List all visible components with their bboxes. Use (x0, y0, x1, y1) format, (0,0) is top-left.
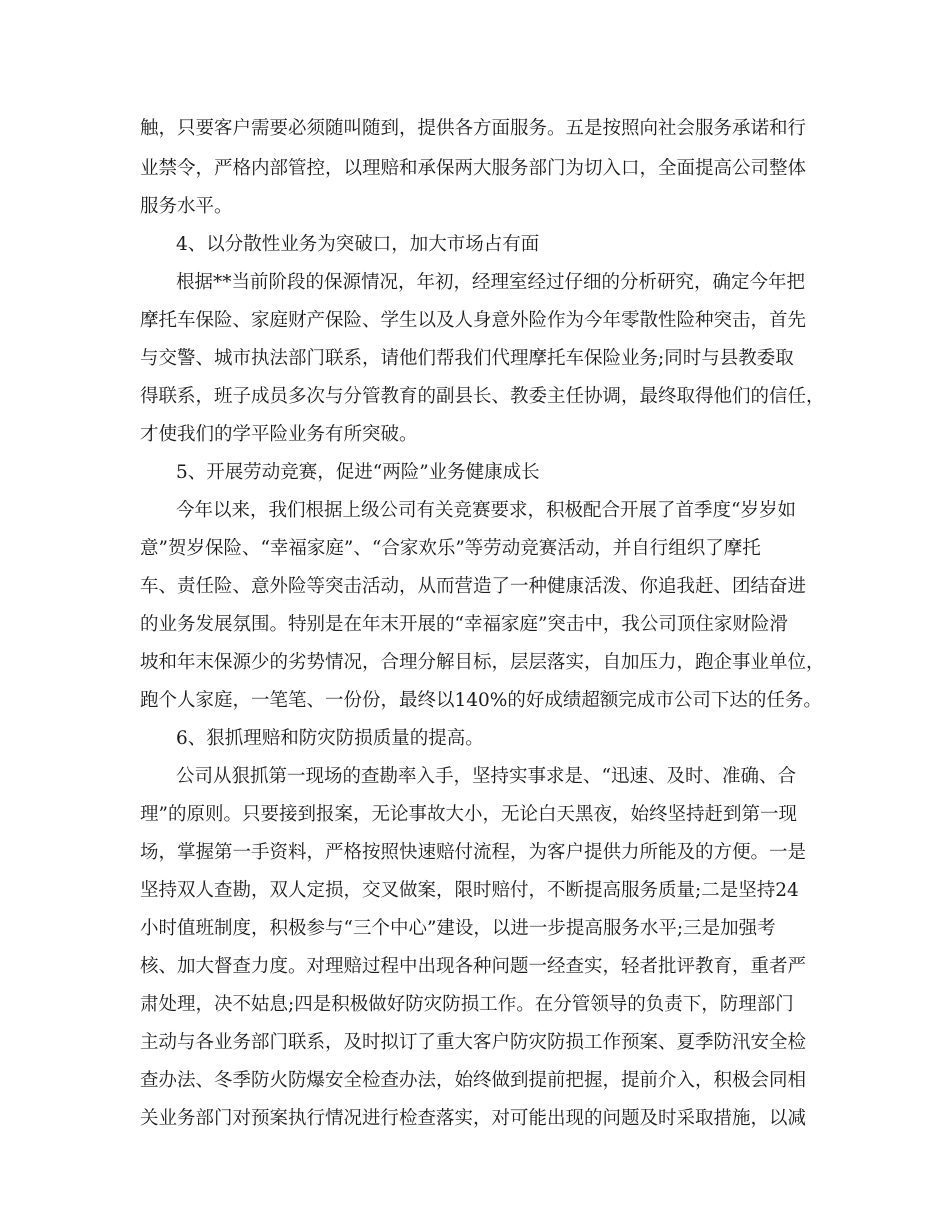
text-line: 根据**当前阶段的保源情况，年初，经理室经过仔细的分析研究，确定今年把 (176, 272, 806, 293)
text-line: 关业务部门对预案执行情况进行检查落实，对可能出现的问题及时采取措施，以减 (140, 1108, 807, 1129)
text-line: 的业务发展氛围。特别是在年末开展的“幸福家庭”突击中，我公司顶住家财险滑 (140, 614, 788, 635)
text-line: 服务水平。 (140, 196, 233, 217)
text-line: 肃处理，决不姑息;四是积极做好防灾防损工作。在分管领导的负责下，防理部门 (140, 994, 794, 1015)
section-heading: 5、开展劳动竞赛，促进“两险”业务健康成长 (176, 462, 540, 483)
text-line: 小时值班制度，积极参与“三个中心”建设，以进一步提高服务水平;三是加强考 (140, 918, 776, 939)
text-line: 场，掌握第一手资料，严格按照快速赔付流程，为客户提供力所能及的方便。一是 (140, 842, 807, 863)
text-line: 与交警、城市执法部门联系，请他们帮我们代理摩托车保险业务;同时与县教委取 (140, 348, 794, 369)
text-line: 理”的原则。只要接到报案，无论事故大小，无论白天黑夜，始终坚持赶到第一现 (140, 804, 797, 825)
text-line: 主动与各业务部门联系，及时拟订了重大客户防灾防损工作预案、夏季防汛安全检 (140, 1032, 807, 1053)
text-line: 业禁令，严格内部管控，以理赔和承保两大服务部门为切入口，全面提高公司整体 (140, 158, 807, 179)
section-heading: 6、狠抓理赔和防灾防损质量的提高。 (176, 728, 484, 749)
text-line: 公司从狠抓第一现场的查勘率入手，坚持实事求是、“迅速、及时、准确、合 (176, 766, 796, 787)
text-line: 今年以来，我们根据上级公司有关竞赛要求，积极配合开展了首季度“岁岁如 (176, 500, 796, 521)
text-line: 触，只要客户需要必须随叫随到，提供各方面服务。五是按照向社会服务承诺和行 (140, 118, 807, 139)
text-line: 查办法、冬季防火防爆安全检查办法，始终做到提前把握，提前介入，积极会同相 (140, 1070, 807, 1091)
text-line: 摩托车保险、家庭财产保险、学生以及人身意外险作为今年零散性险种突击，首先 (140, 310, 807, 331)
text-line: 意”贺岁保险、“幸福家庭”、“合家欢乐”等劳动竞赛活动，并自行组织了摩托 (140, 538, 761, 559)
text-line: 车、责任险、意外险等突击活动，从而营造了一种健康活泼、你追我赶、团结奋进 (140, 576, 807, 597)
text-line: 坚持双人查勘，双人定损，交叉做案，限时赔付，不断提高服务质量;二是坚持24 (140, 880, 799, 901)
text-line: 坡和年末保源少的劣势情况，合理分解目标，层层落实，自加压力，跑企事业单位， (140, 652, 825, 673)
text-line: 才使我们的学平险业务有所突破。 (140, 424, 418, 445)
text-line: 跑个人家庭，一笔笔、一份份，最终以140%的好成绩超额完成市公司下达的任务。 (140, 690, 822, 711)
text-line: 核、加大督查力度。对理赔过程中出现各种问题一经查实，轻者批评教育，重者严 (140, 956, 807, 977)
text-line: 得联系，班子成员多次与分管教育的副县长、教委主任协调，最终取得他们的信任， (140, 386, 825, 407)
section-heading: 4、以分散性业务为突破口，加大市场占有面 (176, 234, 540, 255)
